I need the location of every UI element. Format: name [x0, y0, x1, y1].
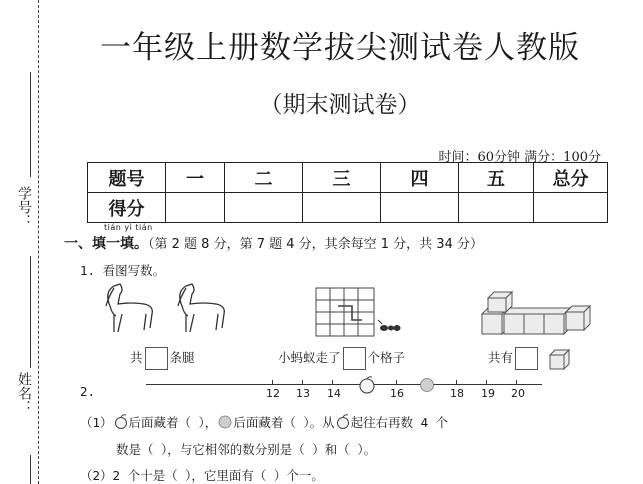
q1-horse-line: [130, 347, 195, 370]
binding-dashed-line: [38, 0, 39, 484]
exam-meta: 时间：60分钟 满分：100分: [438, 150, 601, 165]
ball-icon: [217, 414, 233, 429]
score-cell[interactable]: [534, 193, 608, 223]
q2-line3: （2）2 个十是（ ），它里面有（ ）个一。: [80, 468, 324, 483]
q1-ant-prefix: 小蚂蚁走了: [278, 350, 341, 365]
score-cell[interactable]: [303, 193, 381, 223]
number-line-tick: [332, 380, 333, 385]
class-blank: [30, 455, 31, 484]
answer-box[interactable]: [515, 347, 538, 370]
number-line-label: 14: [327, 387, 341, 400]
page-subtitle: （期末测试卷）: [259, 92, 421, 118]
score-row-label: 得分: [88, 193, 166, 223]
answer-box[interactable]: [343, 347, 366, 370]
section-note: （第 2 题 8 分，第 7 题 4 分，其余每空 1 分，共 34 分）: [148, 237, 483, 252]
number-line-label: 19: [481, 387, 495, 400]
score-header-cell: 五: [459, 163, 534, 193]
number-line-tick: [302, 380, 303, 385]
horse-icon: [106, 284, 152, 332]
number-line: [146, 384, 542, 400]
score-table-header-row: [88, 163, 608, 193]
number-line-label: 13: [296, 387, 310, 400]
ant-grid-illustration: [314, 286, 406, 340]
score-header-cell: 四: [381, 163, 459, 193]
q1-ant-suffix: 个格子: [367, 350, 406, 365]
score-table-score-row: [88, 193, 608, 223]
ant-icon: [378, 320, 401, 331]
student-id-label: 学号：: [16, 186, 32, 228]
score-header-cell: 三: [303, 163, 381, 193]
cube-icon: [548, 348, 572, 370]
score-cell[interactable]: [381, 193, 459, 223]
q1-horse-prefix: 共: [130, 350, 143, 365]
cubes-illustration: [480, 290, 598, 338]
student-id-blank: [30, 72, 31, 177]
q1-prompt: 1. 看图写数。: [80, 263, 166, 278]
q1-cube-prefix: 共有: [488, 350, 514, 365]
number-line-tick: [486, 380, 487, 385]
number-line-tick: [516, 380, 517, 385]
section-pinyin: tián yì tián: [104, 223, 153, 232]
score-header-cell: 总分: [534, 163, 608, 193]
number-line-label: 18: [450, 387, 464, 400]
q1-cube-line: [488, 347, 572, 370]
score-header-cell: 二: [225, 163, 303, 193]
ball-icon: [419, 376, 435, 392]
q2-line2: 数是（ ），与它相邻的数分别是（ ）和（ ）。: [116, 442, 377, 457]
score-table: [87, 162, 608, 223]
q2-line1: [80, 413, 448, 431]
name-blank: [30, 256, 31, 368]
number-line-tick: [456, 380, 457, 385]
score-cell[interactable]: [459, 193, 534, 223]
number-line-label: 20: [511, 387, 525, 400]
number-line-label: 16: [390, 387, 404, 400]
name-label: 姓名：: [16, 372, 32, 414]
section-title: 一、填一填。: [64, 236, 148, 252]
q1-horse-suffix: 条腿: [169, 350, 195, 365]
horse-illustration: [96, 282, 236, 340]
page-title: 一年级上册数学拔尖测试卷人教版: [100, 30, 580, 66]
section-heading: [64, 233, 483, 253]
apple-icon: [335, 414, 351, 429]
horse-icon: [178, 284, 224, 332]
q1-ant-line: [278, 347, 405, 370]
q2-line1-part-d: 起往右再数 4 个: [350, 415, 449, 430]
number-line-tick: [272, 380, 273, 385]
score-header-cell: 一: [166, 163, 225, 193]
answer-box[interactable]: [145, 347, 168, 370]
q2-label: 2.: [80, 384, 96, 399]
score-cell[interactable]: [225, 193, 303, 223]
q2-line1-prefix: （1）: [80, 415, 113, 430]
apple-icon: [113, 414, 129, 429]
score-header-cell: 题号: [88, 163, 166, 193]
number-line-tick: [396, 380, 397, 385]
q2-line1-part-c: 后面藏着（ ）。从: [233, 415, 335, 430]
apple-icon: [358, 376, 376, 394]
q2-line1-part-b: 后面藏着（ ），: [128, 415, 218, 430]
number-line-label: 12: [266, 387, 280, 400]
score-cell[interactable]: [166, 193, 225, 223]
